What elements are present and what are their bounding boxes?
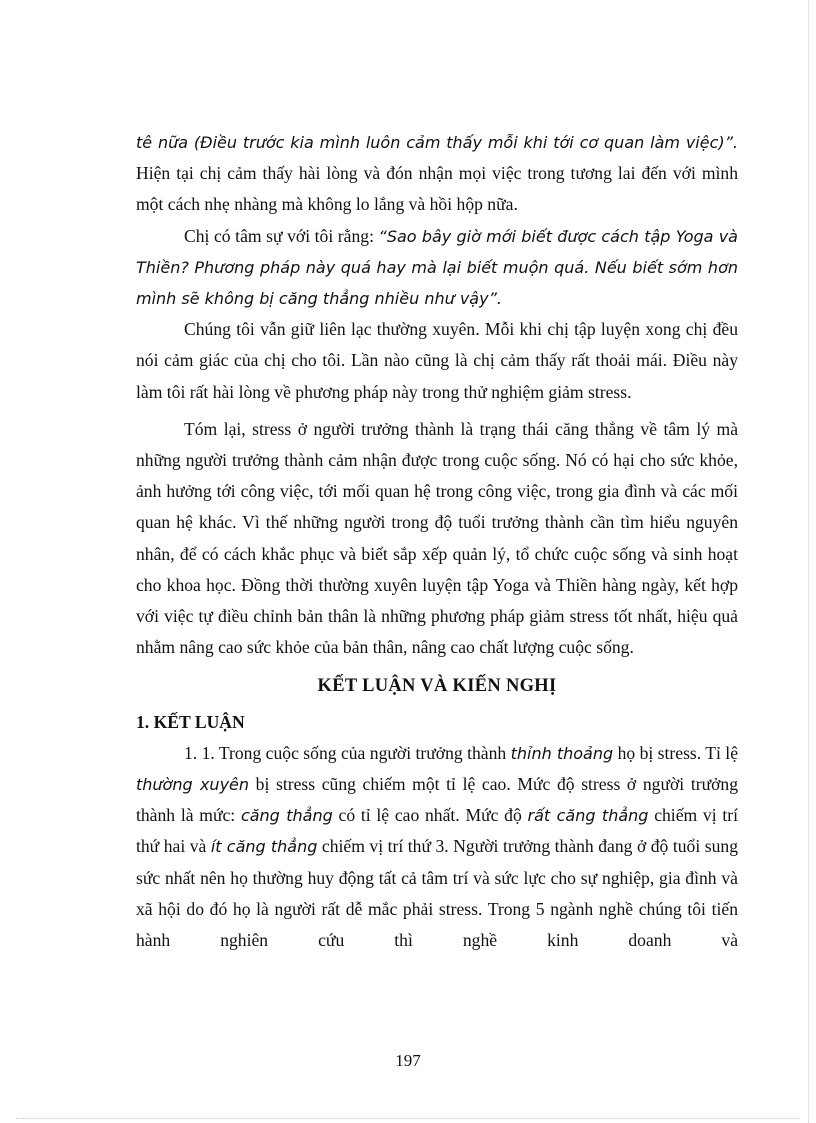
paragraph-conclusion	[136, 738, 738, 956]
italic-term: thường xuyên	[136, 775, 250, 795]
italic-quote: “Sao bây giờ mới biết được cách tập Yoga và Thiền? Phương pháp này quá hay mà lại biết muộn quá. Nếu biết sớm hơn mình sẽ không bị căng thẳng nhiều như vậy”.	[136, 226, 738, 309]
paragraph-text: chiếm vị trí thứ hai và	[136, 805, 738, 857]
paragraph-text: bị stress cũng chiếm một tỉ lệ cao. Mức độ stress ở người trưởng thành là mức:	[136, 774, 738, 826]
italic-term: căng thẳng	[240, 806, 333, 826]
paragraph-text: họ bị stress. Tỉ lệ	[613, 742, 738, 763]
paragraph-text: có tỉ lệ cao nhất. Mức độ	[332, 805, 528, 826]
paragraph-quote-end	[136, 127, 738, 221]
italic-quote: tê nữa (Điều trước kia mình luôn cảm thấy mỗi khi tới cơ quan làm việc)”.	[136, 133, 738, 152]
paragraph-text: Tóm lại, stress ở người trưởng thành là trạng thái căng thẳng về tâm lý mà những người trưởng thành cảm nhận được trong cuộc sống. Nó có hại cho sức khỏe, ảnh hưởng tới công việc, tới mối quan hệ trong công việc, trong gia đình và các mối quan hệ khác. Vì thế những người trong độ tuổi trưởng thành cần tìm hiểu nguyên nhân, để có cách khắc phục và biết sắp xếp quản lý, tổ chức cuộc sống và sinh hoạt cho khoa học. Đồng thời thường xuyên luyện tập Yoga và Thiền hàng ngày, kết hợp với việc tự điều chỉnh bản thân là những phương pháp giảm stress tốt nhất, hiệu quả nhằm nâng cao sức khỏe của bản thân, nâng cao chất lượng cuộc sống.	[136, 418, 738, 658]
body-text	[136, 127, 738, 956]
section-heading: KẾT LUẬN VÀ KIẾN NGHỊ	[317, 676, 557, 697]
italic-term: ít căng thẳng	[210, 837, 318, 857]
paragraph-text: Hiện tại chị cảm thấy hài lòng và đón nhận mọi việc trong tương lai đến với mình một cách nhẹ nhàng mà không lo lắng và hồi hộp nữa.	[136, 163, 738, 215]
page-number: 197	[395, 1051, 421, 1070]
page-bottom-border	[16, 1118, 800, 1119]
paragraph-text: Chúng tôi vẫn giữ liên lạc thường xuyên. Mỗi khi chị tập luyện xong chị đều nói cảm giác của chị cho tôi. Lần nào cũng là chị cảm thấy rất thoải mái. Điều này làm tôi rất hài lòng về phương pháp này trong thử nghiệm giảm stress.	[136, 319, 738, 402]
paragraph-text: chiếm vị trí thứ 3. Người trưởng thành đang ở độ tuổi sung sức nhất nên họ thường huy động tất cả tâm trí và sức lực cho sự nghiệp, gia đình và xã hội do đó họ là người rất dễ mắc phải stress. Trong 5 ngành nghề chúng tôi tiến hành nghiên cứu thì nghề kinh doanh và	[136, 836, 738, 951]
paragraph-contact	[136, 314, 738, 408]
italic-term: thỉnh thoảng	[510, 743, 614, 763]
page-right-border	[808, 0, 809, 1123]
paragraph-text: Chị có tâm sự với tôi rằng:	[184, 225, 379, 246]
paragraph-text: 1. 1. Trong cuộc sống của người trưởng thành	[184, 742, 511, 763]
subsection-heading: 1. KẾT LUẬN	[136, 711, 245, 732]
paragraph-summary	[136, 414, 738, 664]
paragraph-confession	[136, 221, 738, 315]
italic-term: rất căng thẳng	[527, 806, 649, 826]
